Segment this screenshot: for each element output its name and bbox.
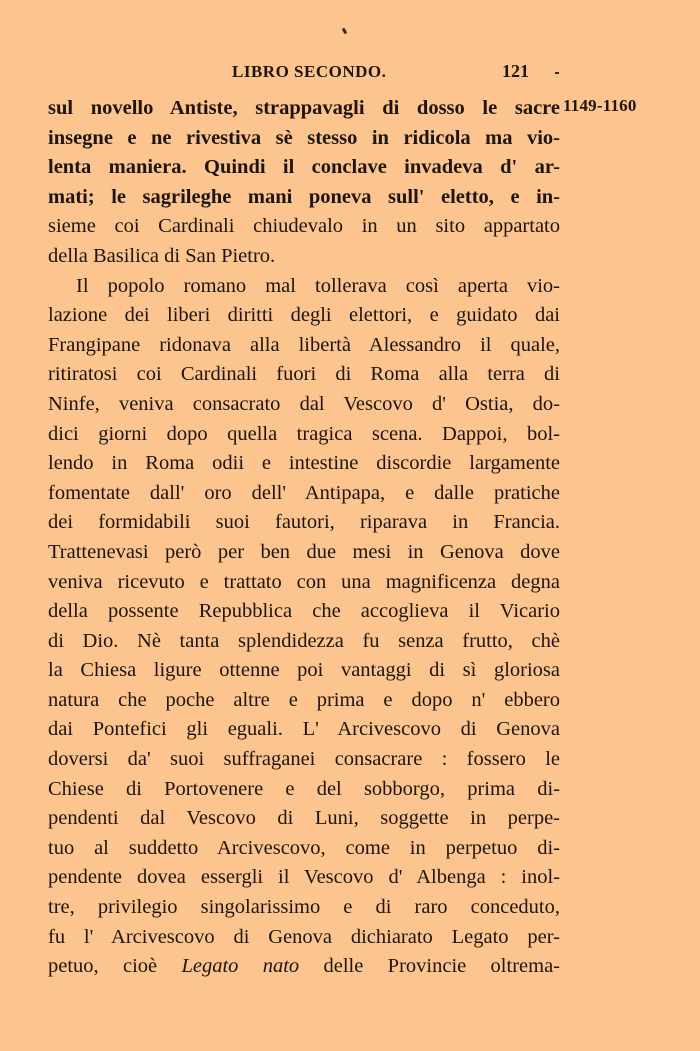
text-fragment: delle Provincie oltrema- <box>299 955 560 978</box>
text-line: pendenti dal Vescovo di Luni, soggette in perpe- <box>48 807 560 830</box>
ink-speck <box>342 28 348 35</box>
text-fragment: petuo, cioè <box>48 955 182 978</box>
text-line: fu l' Arcivescovo di Genova dichiarato Legato per- <box>48 925 560 948</box>
text-line: lazione dei liberi diritti degli elettori, e guidato dai <box>48 304 560 327</box>
body-text <box>48 94 560 982</box>
text-line: Frangipane ridonava alla libertà Alessandro il quale, <box>48 333 560 356</box>
text-line: tuo al suddetto Arcivescovo, come in perpetuo di- <box>48 836 560 859</box>
text-line: la Chiesa ligure ottenne poi vantaggi di sì gloriosa <box>48 659 560 682</box>
text-line: sul novello Antiste, strappavagli di dosso le sacre <box>48 97 560 119</box>
text-line: dei formidabili suoi fautori, riparava in Francia. <box>48 511 560 534</box>
text-line: insegne e ne rivestiva sè stesso in ridicola ma vio- <box>48 126 560 149</box>
text-line: veniva ricevuto e trattato con una magnificenza degna <box>48 570 560 593</box>
italic-phrase: Legato nato <box>181 955 300 978</box>
text-line: Il popolo romano mal tollerava così aperta vio- <box>76 274 560 297</box>
margin-date-note: 1149-1160 <box>563 96 637 115</box>
page-header <box>0 62 700 86</box>
text-line: Chiese di Portovenere e del sobborgo, prima di- <box>48 777 560 800</box>
text-line: natura che poche altre e prima e dopo n' ebbero <box>48 688 560 711</box>
text-line: fomentate dall' oro dell' Antipapa, e dalle pratiche <box>48 481 560 504</box>
text-line: ritiratosi coi Cardinali fuori di Roma alla terra di <box>48 363 560 386</box>
text-line: Trattenevasi però per ben due mesi in Genova dove <box>48 540 560 563</box>
text-line: dai Pontefici gli eguali. L' Arcivescovo di Genova <box>48 718 560 741</box>
running-title: LIBRO SECONDO. <box>232 62 387 81</box>
text-line: sieme coi Cardinali chiudevalo in un sito appartato <box>48 215 560 238</box>
text-line: pendente dovea essergli il Vescovo d' Albenga : inol- <box>48 866 560 889</box>
page-number: 121 <box>502 61 529 81</box>
text-line: lendo in Roma odii e intestine discordie largamente <box>48 452 560 475</box>
text-line: tre, privilegio singolarissimo e di raro conceduto, <box>48 896 560 919</box>
header-dash-mark <box>555 72 559 74</box>
text-line: Ninfe, veniva consacrato dal Vescovo d' Ostia, do- <box>48 392 560 415</box>
text-line: mati; le sagrileghe mani poneva sull' eletto, e in- <box>48 185 560 208</box>
text-line: dici giorni dopo quella tragica scena. Dappoi, bol- <box>48 422 560 445</box>
text-line: lenta maniera. Quindi il conclave invadeva d' ar- <box>48 156 560 179</box>
text-line: di Dio. Nè tanta splendidezza fu senza frutto, chè <box>48 629 560 652</box>
text-line: della Basilica di San Pietro. <box>48 244 276 267</box>
text-line-last <box>48 952 560 982</box>
text-line: della possente Repubblica che accoglieva il Vicario <box>48 600 560 623</box>
text-line: doversi da' suoi suffraganei consacrare : fossero le <box>48 748 560 771</box>
